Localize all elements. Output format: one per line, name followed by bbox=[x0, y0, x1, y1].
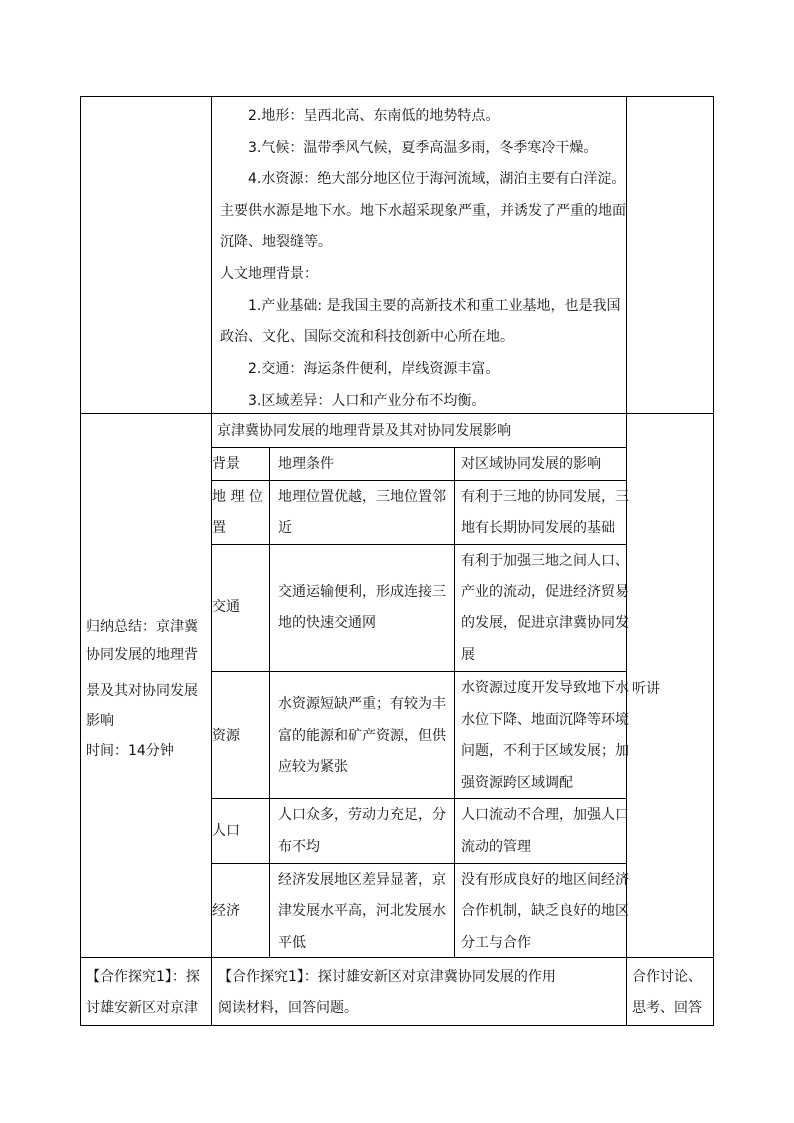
row-condition-economy: 经济发展地区差异显著，京 bbox=[278, 872, 446, 888]
inner-table-row3-bottom bbox=[211, 798, 627, 799]
row-condition-transport: 地的快速交通网 bbox=[278, 615, 376, 631]
inquiry-activity: 思考、回答 bbox=[632, 1000, 702, 1016]
row-impact-economy: 没有形成良好的地区间经济 bbox=[461, 872, 629, 888]
summary-time: 时间：14分钟 bbox=[86, 743, 174, 759]
inquiry-task: 【合作探究1】：探讨雄安新区对京津冀协同发展的作用 bbox=[218, 969, 556, 985]
row-condition-resources: 应较为紧张 bbox=[278, 759, 348, 775]
summary-label: 归纳总结：京津冀 bbox=[86, 619, 198, 635]
table-border-top bbox=[80, 96, 714, 97]
section1-paragraph: 政治、文化、国际交流和科技创新中心所在地。 bbox=[220, 329, 514, 345]
activity-label: 听讲 bbox=[632, 681, 660, 697]
inner-table-row1-bottom bbox=[211, 544, 627, 545]
row-condition-economy: 津发展水平高，河北发展水 bbox=[278, 903, 446, 919]
row-impact-transport: 的发展，促进京津冀协同发 bbox=[461, 615, 629, 631]
row-impact-population: 人口流动不合理，加强人口 bbox=[461, 807, 629, 823]
section1-paragraph: 1.产业基础: 是我国主要的高新技术和重工业基地，也是我国 bbox=[248, 298, 621, 314]
row-divider-2 bbox=[80, 957, 714, 958]
row-factor-economy: 经济 bbox=[212, 903, 240, 919]
table-border-right bbox=[713, 96, 714, 1026]
column-divider-left bbox=[211, 96, 212, 1026]
row-condition-resources: 富的能源和矿产资源，但供 bbox=[278, 728, 446, 744]
inner-table-row2-bottom bbox=[211, 671, 627, 672]
summary-label: 协同发展的地理背 bbox=[86, 647, 198, 663]
row-condition-population: 人口众多，劳动力充足，分 bbox=[278, 807, 446, 823]
row-condition-transport: 交通运输便利，形成连接三 bbox=[278, 584, 446, 600]
row-impact-economy: 合作机制，缺乏良好的地区 bbox=[461, 903, 629, 919]
inquiry-left-label: 【合作探究1】：探 bbox=[86, 969, 200, 985]
row-impact-population: 流动的管理 bbox=[461, 839, 531, 855]
row-condition-economy: 平低 bbox=[278, 935, 306, 951]
row-impact-resources: 水位下降、地面沉降等环境 bbox=[461, 712, 629, 728]
row-factor-location: 地 理 位 bbox=[212, 489, 263, 505]
inner-table-header-bottom bbox=[211, 480, 627, 481]
row-condition-population: 布不均 bbox=[278, 839, 320, 855]
section1-paragraph: 主要供水源是地下水。地下水超采现象严重，并诱发了严重的地面 bbox=[220, 203, 626, 219]
inner-table-col-divider-2 bbox=[454, 447, 455, 958]
inner-table-col-divider-1 bbox=[269, 447, 270, 958]
inquiry-activity: 合作讨论、 bbox=[632, 969, 702, 985]
section1-paragraph: 2.交通：海运条件便利，岸线资源丰富。 bbox=[248, 361, 500, 377]
row-impact-location: 地有长期协同发展的基础 bbox=[461, 520, 615, 536]
summary-label: 影响 bbox=[86, 713, 114, 729]
inner-table-row4-bottom bbox=[211, 863, 627, 864]
row-factor-transport: 交通 bbox=[212, 599, 240, 615]
row-impact-transport: 产业的流动，促进经济贸易 bbox=[461, 584, 629, 600]
row-condition-location: 地理位置优越，三地位置邻 bbox=[278, 489, 446, 505]
row-impact-resources: 问题，不利于区域发展；加 bbox=[461, 743, 629, 759]
section1-subheading: 人文地理背景： bbox=[220, 266, 318, 282]
row-factor-population: 人口 bbox=[212, 823, 240, 839]
section1-paragraph: 4.水资源：绝大部分地区位于海河流域，湖泊主要有白洋淀。 bbox=[248, 171, 626, 187]
inner-table-title-bottom bbox=[211, 447, 627, 448]
row-impact-location: 有利于三地的协同发展，三 bbox=[461, 489, 629, 505]
summary-label: 景及其对协同发展 bbox=[86, 683, 198, 699]
row-factor-resources: 资源 bbox=[212, 728, 240, 744]
header-impact: 对区域协同发展的影响 bbox=[461, 456, 601, 472]
row-divider-1 bbox=[80, 413, 714, 414]
row-impact-resources: 强资源跨区域调配 bbox=[461, 775, 573, 791]
inquiry-left-label: 讨雄安新区对京津 bbox=[86, 1000, 198, 1016]
header-background: 背景 bbox=[212, 456, 240, 472]
row-impact-resources: 水资源过度开发导致地下水 bbox=[461, 680, 629, 696]
row-impact-transport: 展 bbox=[461, 647, 475, 663]
section1-paragraph: 3.气候：温带季风气候，夏季高温多雨，冬季寒冷干燥。 bbox=[248, 140, 598, 156]
row-condition-location: 近 bbox=[278, 520, 292, 536]
inner-table-title: 京津冀协同发展的地理背景及其对协同发展影响 bbox=[217, 423, 511, 439]
row-condition-resources: 水资源短缺严重；有较为丰 bbox=[278, 696, 446, 712]
table-border-left bbox=[80, 96, 81, 1026]
section1-paragraph: 2.地形：呈西北高、东南低的地势特点。 bbox=[248, 108, 500, 124]
table-border-bottom bbox=[80, 1025, 714, 1026]
section1-paragraph: 3.区域差异：人口和产业分布不均衡。 bbox=[248, 393, 486, 409]
inquiry-instruction: 阅读材料，回答问题。 bbox=[218, 1000, 358, 1016]
header-condition: 地理条件 bbox=[278, 456, 334, 472]
row-factor-location: 置 bbox=[212, 520, 226, 536]
section1-paragraph: 沉降、地裂缝等。 bbox=[220, 234, 332, 250]
row-impact-transport: 有利于加强三地之间人口、 bbox=[461, 553, 629, 569]
row-impact-economy: 分工与合作 bbox=[461, 935, 531, 951]
